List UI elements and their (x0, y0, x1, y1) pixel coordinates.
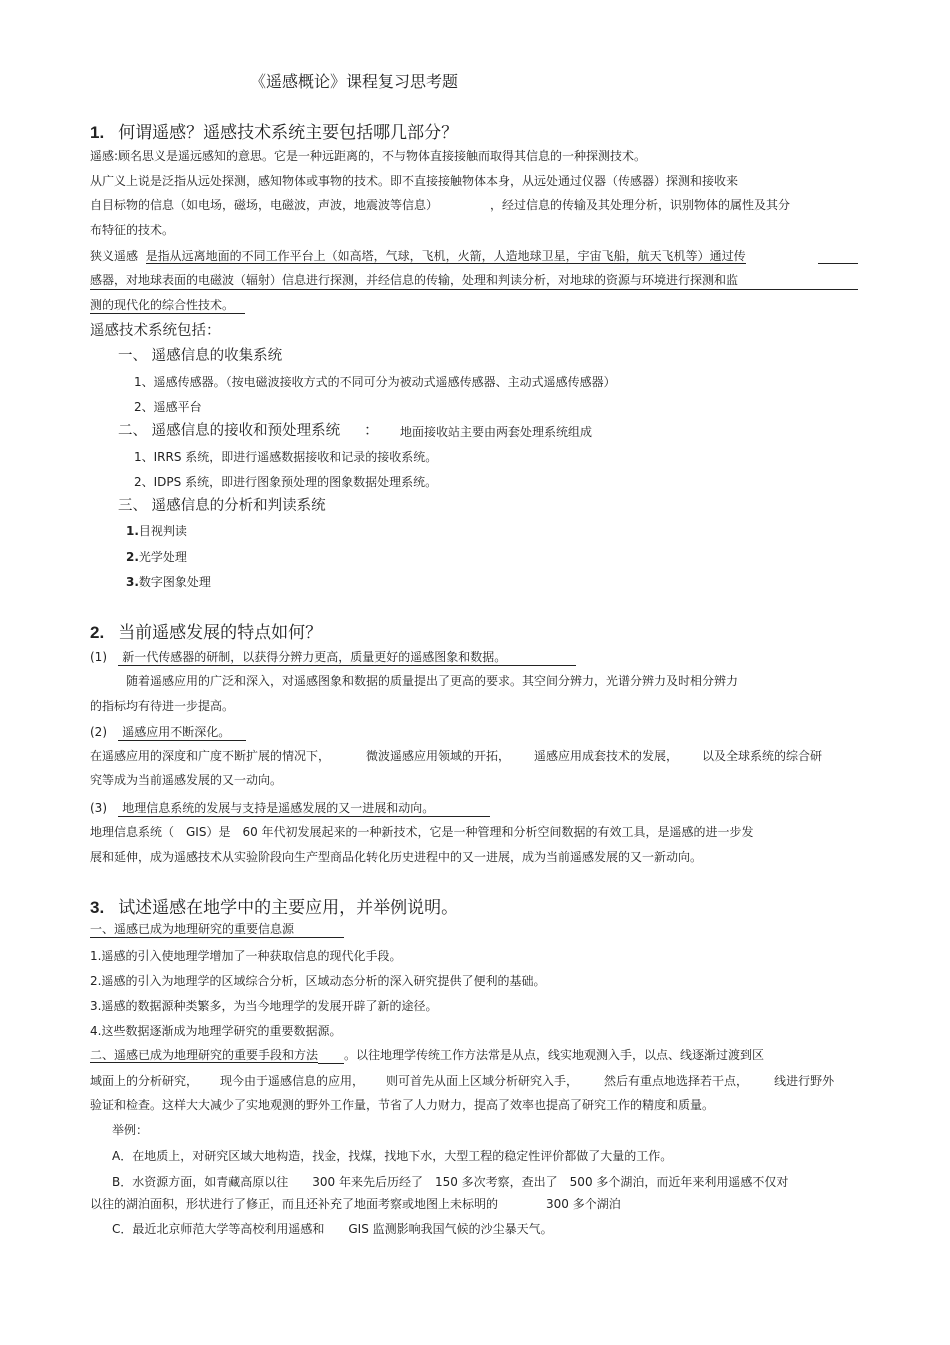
question-1-heading (90, 123, 458, 143)
paragraph-line (90, 1073, 834, 1089)
paragraph-line: 遥感:顾名思义是遥远感知的意思。它是一种远距离的，不与物体直接接触而取得其信息的一种探测技术。 (90, 149, 647, 163)
text-segment: 域面上的分析研究， (90, 1074, 199, 1088)
system-note: 地面接收站主要由两套处理系统组成 (400, 425, 593, 439)
underline-rule (90, 937, 344, 938)
example-item: B．水资源方面，如青藏高原以往 300 年来先后历经了 150 多次考察，查出了 500 多个湖泊，而近年来利用遥感不仅对 (112, 1175, 789, 1189)
section-title: 一、遥感已成为地理研究的重要信息源 (90, 922, 295, 936)
question-text: 当前遥感发展的特点如何？ (118, 623, 323, 643)
example-label: 举例： (112, 1123, 149, 1137)
text-segment: 新一代传感器的研制，以获得分辨力更高，质量更好的遥感图象和数据。 (122, 650, 507, 664)
point-label: (3) (90, 801, 107, 815)
text-segment: 。以往地理学传统工作方法常是从点，线实地观测入手，以点、线逐渐过渡到区 (344, 1048, 765, 1062)
paragraph-line: 展和延伸，成为遥感技术从实验阶段向生产型商品化转化历史进程中的又一进展，成为当前遥感发展的又一新动向。 (90, 850, 703, 864)
text-segment: 遥感应用成套技术的发展， (534, 749, 679, 763)
point-title (90, 649, 506, 665)
text-segment: 遥感应用不断深化。 (122, 725, 231, 739)
text-segment: 以及全球系统的综合研 (702, 749, 823, 763)
question-text: 试述遥感在地学中的主要应用，并举例说明。 (118, 898, 459, 918)
point-label: (1) (90, 650, 107, 664)
item-number: 3. (126, 575, 139, 589)
item-number: 1. (126, 524, 139, 538)
text-segment: ，经过信息的传输及其处理分析，识别物体的属性及其分 (490, 198, 791, 212)
paragraph-line: 随着遥感应用的广泛和深入，对遥感图象和数据的质量提出了更高的要求。其空间分辨力，光谱分辨力及时相分辨力 (126, 674, 739, 688)
paragraph-line: 地理信息系统（ GIS）是 60 年代初发展起来的一种新技术，它是一种管理和分析空间数据的有效工具，是遥感的进一步发 (90, 825, 754, 839)
text-segment: 光学处理 (138, 550, 187, 564)
paragraph-line: 测的现代化的综合性技术。 (90, 298, 235, 312)
system-item: 三、 遥感信息的分析和判读系统 (118, 498, 326, 514)
question-3-heading (90, 898, 458, 918)
list-item (126, 574, 211, 590)
list-item: 1.遥感的引入使地理学增加了一种获取信息的现代化手段。 (90, 949, 402, 963)
paragraph-line: 感器，对地球表面的电磁波（辐射）信息进行探测，并经信息的传输，处理和判读分析，对地球的资源与环境进行探测和监 (90, 273, 739, 287)
paragraph-line: 从广义上说是泛指从远处探测，感知物体或事物的技术。即不直接接触物体本身，从远处通过仪器（传感器）探测和接收来 (90, 174, 739, 188)
underline-rule (118, 740, 246, 741)
question-number: 3. (90, 898, 105, 917)
example-item: A．在地质上，对研究区域大地构造，找金，找煤，找地下水，大型工程的稳定性评价都做了大量的工作。 (112, 1149, 673, 1163)
list-item: 1、IRRS 系统，即进行遥感数据接收和记录的接收系统。 (134, 450, 438, 464)
list-item: 4.这些数据逐渐成为地理学研究的重要数据源。 (90, 1024, 342, 1038)
list-item: 2.遥感的引入为地理学的区域综合分析，区域动态分析的深入研究提供了便利的基础。 (90, 974, 546, 988)
section-title (90, 1047, 764, 1064)
text-segment: 线进行野外 (774, 1074, 835, 1088)
text-segment: 自目标物的信息（如电场，磁场，电磁波，声波，地震波等信息） (90, 198, 439, 212)
text-segment: 则可首先从面上区域分析研究入手， (386, 1074, 579, 1088)
text-segment: 然后有重点地选择若干点， (604, 1074, 749, 1088)
system-item: 一、 遥感信息的收集系统 (118, 348, 283, 364)
text-segment: 二、 遥感信息的接收和预处理系统 (118, 423, 341, 439)
list-item (126, 549, 187, 565)
point-title (90, 800, 434, 816)
list-item: 1、遥感传感器。（按电磁波接收方式的不同可分为被动式遥感传感器、主动式遥感传感器） (134, 375, 616, 389)
paragraph-line: 的指标均有待进一步提高。 (90, 699, 235, 713)
question-text: 何谓遥感？遥感技术系统主要包括哪几部分？ (118, 123, 459, 143)
text-segment: 微波遥感应用领域的开拓， (366, 749, 511, 763)
system-item (118, 422, 379, 440)
text-segment: 现今由于遥感信息的应用， (220, 1074, 365, 1088)
list-item: 2、IDPS 系统，即进行图象预处理的图象数据处理系统。 (134, 475, 438, 489)
term-label: 狭义遥感 (90, 249, 139, 263)
item-number: 2. (126, 550, 139, 564)
text-segment: 地理信息系统的发展与支持是遥感发展的又一进展和动向。 (122, 801, 435, 815)
text-segment: 数字图象处理 (138, 575, 211, 589)
paragraph-line: 究等成为当前遥感发展的又一动向。 (90, 773, 283, 787)
list-item (126, 523, 187, 539)
underline-rule (118, 816, 490, 817)
underline-rule (90, 289, 858, 290)
question-number: 2. (90, 623, 105, 642)
point-label: (2) (90, 725, 107, 739)
page-title: 《遥感概论》课程复习思考题 (250, 72, 459, 91)
list-item: 2、遥感平台 (134, 400, 202, 414)
underline-rule (818, 263, 858, 264)
paragraph-line: 布特征的技术。 (90, 223, 175, 237)
paragraph-line: 验证和检查。这样大大减少了实地观测的野外工作量，节省了人力财力，提高了效率也提高了研究工作的精度和质量。 (90, 1098, 715, 1112)
text-segment: 二、遥感已成为地理研究的重要手段和方法 (90, 1048, 319, 1062)
system-label: 遥感技术系统包括： (90, 323, 221, 339)
point-title (90, 724, 230, 740)
text-segment: 在遥感应用的深度和广度不断扩展的情况下， (90, 749, 331, 763)
paragraph-line: 以往的湖泊面积，形状进行了修正，而且还补充了地面考察或地图上未标明的 300 多个湖泊 (90, 1197, 621, 1211)
paragraph-line (90, 748, 822, 764)
text-segment: 是指从远离地面的不同工作平台上（如高塔，气球，飞机，火箭，人造地球卫星，宇宙飞船，航天飞机等）通过传 (145, 249, 746, 263)
example-item: C．最近北京师范大学等高校利用遥感和 GIS 监测影响我国气候的沙尘暴天气。 (112, 1222, 553, 1236)
paragraph-line (90, 248, 746, 264)
underline-rule (90, 313, 245, 314)
list-item: 3.遥感的数据源种类繁多，为当今地理学的发展开辟了新的途径。 (90, 999, 438, 1013)
text-segment: ： (364, 423, 379, 439)
text-segment: 目视判读 (138, 524, 187, 538)
underline-rule (118, 665, 576, 666)
question-2-heading (90, 623, 322, 643)
question-number: 1. (90, 123, 105, 142)
paragraph-line (90, 197, 790, 213)
